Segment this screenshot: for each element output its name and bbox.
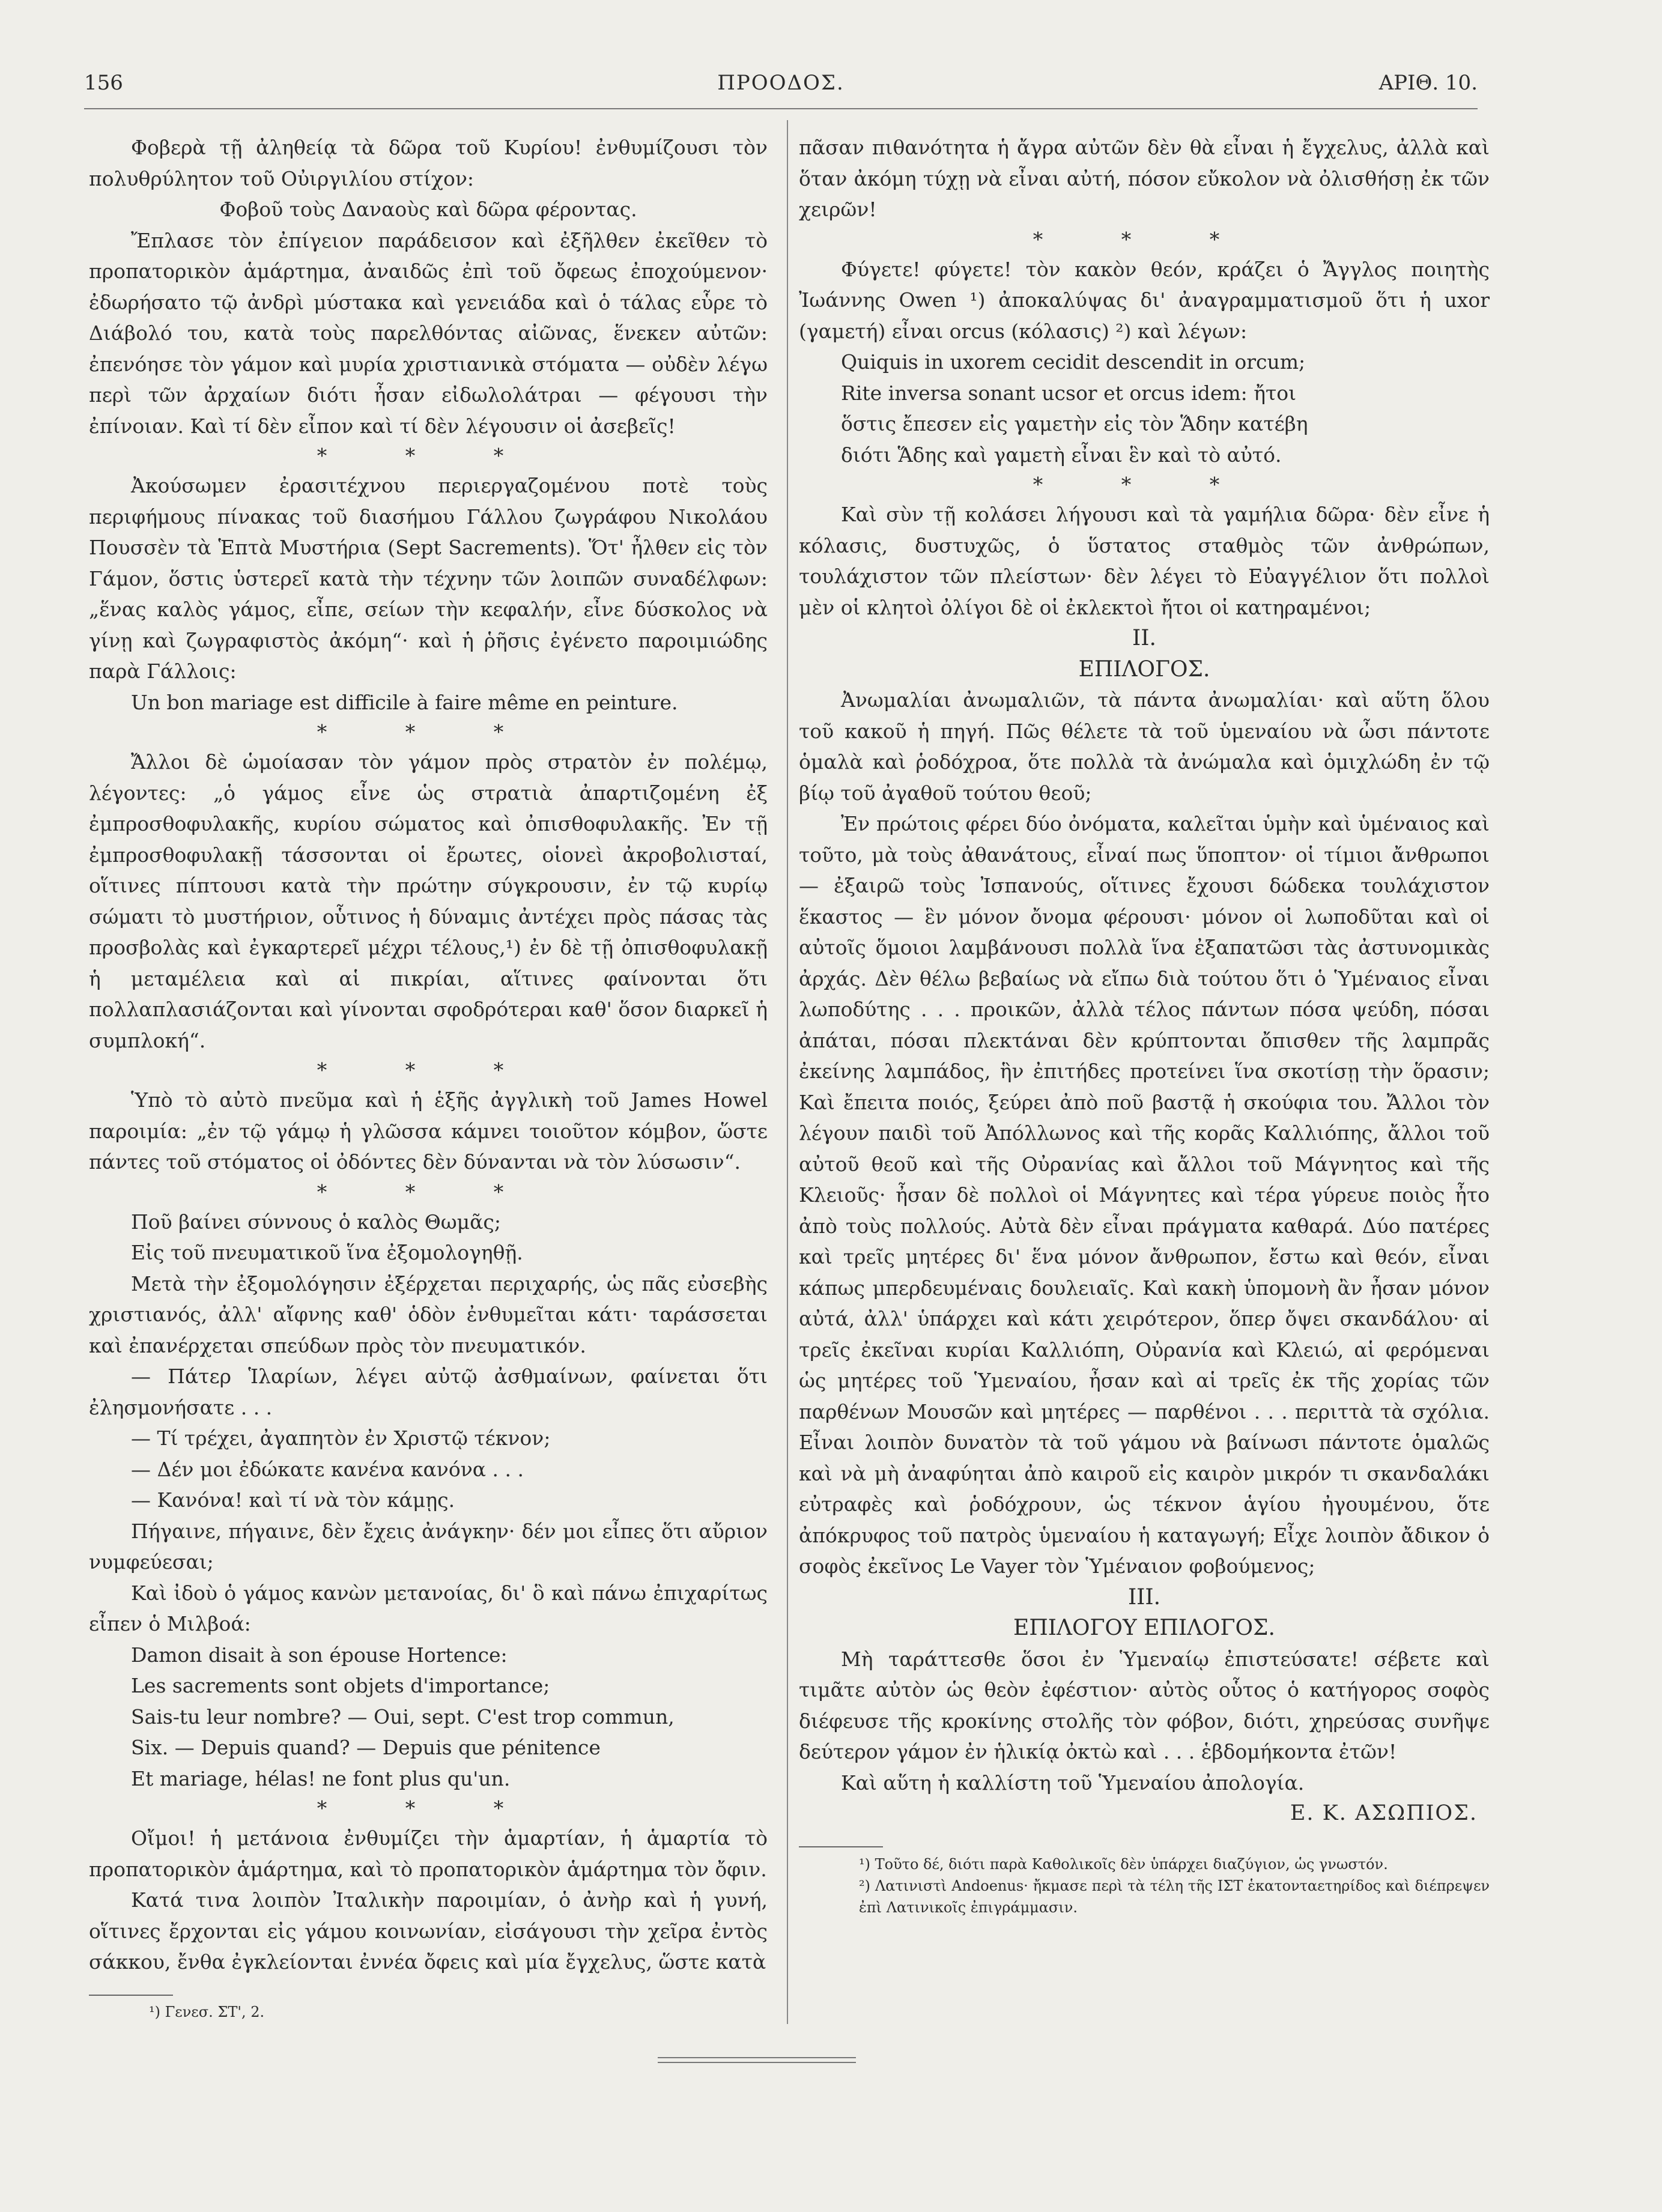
paragraph: Φύγετε! φύγετε! τὸν κακὸν θεόν, κράζει ὁ Ἄγγλος ποιητὴς Ἰωάννης Owen ¹) ἀποκαλύψας δι' ἀναγραμματισμοῦ ὅτι ἡ uxor (γαμετή) εἶναι orcus (κόλασις) ²) καὶ λέγων:	[799, 257, 1490, 343]
dialogue-line: — Τί τρέχει, ἀγαπητὸν ἐν Χριστῷ τέκνον;	[131, 1426, 551, 1450]
section-break-stars: * * *	[1033, 227, 1256, 251]
section-title: ΕΠΙΛΟΓΟΥ ΕΠΙΛΟΓΟΣ.	[1013, 1616, 1275, 1640]
section-number: III.	[1127, 1584, 1161, 1610]
left-column	[89, 132, 768, 2022]
french-verse: Six. — Depuis quand? — Depuis que pénitence	[131, 1736, 601, 1759]
paragraph: Μὴ ταράττεσθε ὅσοι ἐν Ὑμεναίῳ ἐπιστεύσατε! σέβετε καὶ τιμᾶτε αὐτὸν ὡς θεὸν ἐφέστιον· αὐτὸς οὗτος ὁ κατήγορος σοφὸς διέφευσε τῆς κροκίνης στολῆς τὸν φόβον, διότι, χηρεύσας συνῆψε δεύτερον γάμον ἐν ἡλικίᾳ ὀκτὼ καὶ . . . ἑβδομήκοντα ἐτῶν!	[799, 1647, 1490, 1763]
footnote-rule	[799, 1846, 883, 1847]
paragraph: Καὶ αὕτη ἡ καλλίστη τοῦ Ὑμεναίου ἀπολογία.	[841, 1771, 1305, 1795]
paragraph: Ἐν πρώτοις φέρει δύο ὀνόματα, καλεῖται ὑμὴν καὶ ὑμέναιος καὶ τοῦτο, μὰ τοὺς ἀθανάτους, εἶναί πως ὕποπτον· οἱ τίμιοι ἄνθρωποι — ἐξαιρῶ τοὺς Ἰσπανούς, οἵτινες ἔχουσι δώδεκα τουλάχιστον ἕκαστος — ἓν μόνον ὄνομα φέρουσι· μόνον οἱ λωποδῦται καὶ οἱ αὐτοῖς ὅμοιοι λαμβάνουσι πολλὰ ἵνα ἐξαπατῶσι τὰς ἀστυνομικὰς ἀρχάς. Δὲν θέλω βεβαίως νὰ εἴπω διὰ τούτου ὅτι ὁ Ὑμέναιος εἶναι λωποδύτης . . . προικῶν, ἀλλὰ τέλος πάντων πόσα ψεύδη, πόσαι ἀπάται, πόσαι πλεκτάναι δὲν κρύπτονται ὄπισθεν τῆς λαμπρᾶς ἐκείνης λαμπάδος, ἣν ἐπιτήδες προτείνει ἵνα σκοτίσῃ τὴν ὅρασιν; Καὶ ἔπειτα ποιός, ξεύρει ἀπὸ ποῦ βαστᾷ ἡ σκούφια του. Ἄλλοι τὸν λέγουν παιδὶ τοῦ Ἀπόλλωνος καὶ τῆς κορᾶς Καλλιόπης, ἄλλοι τοῦ αὐτοῦ θεοῦ καὶ τῆς Οὐρανίας καὶ ἄλλοι τοῦ Μάγνητος καὶ τῆς Κλειοῦς· ἦσαν δὲ πολλοὶ οἱ Μάγνητες καὶ τέρα γύρευε ποιὸς ἦτο ἀπὸ τοὺς πολλούς. Αὐτὰ δὲν εἶναι πράγματα καθαρά. Δύο πατέρες καὶ τρεῖς μητέρες δι' ἕνα μόνον ἄνθρωπον, ἔστω καὶ θεόν, εἶναι κάπως μπερδευμέναις δουλειαῖς. Καὶ κακὴ ὑπομονὴ ἂν ἦσαν μόνον αὐτά, ἀλλ' ὑπάρχει καὶ κάτι χειρότερον, ὅπερ ὄψει σκανδάλου· αἱ τρεῖς ἐκεῖναι κυρίαι Καλλιόπη, Οὐρανία καὶ Κλειώ, αἱ φερόμεναι ὡς μητέρες τοῦ Ὑμεναίου, ἦσαν καὶ αἱ τρεῖς ἐκ τῆς χορίας τῶν παρθένων Μουσῶν καὶ μητέρες — παρθένοι . . . περιττὰ τὰ σχόλια. Εἶναι λοιπὸν δυνατὸν τὰ τοῦ γάμου νὰ βαίνωσι πάντοτε ὁμαλῶς καὶ νὰ μὴ ἀναφύηται ἀπὸ καιροῦ εἰς καιρὸν μικρόν τι σκανδαλάκι εὐτραφὲς καὶ ῥοδόχρουν, ὡς τέκνον ἁγίου ἠγουμένου, ὅτε ἀπόκρυφος τοῦ πατρὸς ὑμεναίου ἡ καταγωγή; Εἶχε λοιπὸν ἄδικον ὁ σοφὸς ἐκεῖνος Le Vayer τὸν Ὑμέναιον φοβούμενος;	[799, 812, 1490, 1578]
journal-title: ΠΡΟΟΔΟΣ.	[717, 71, 845, 95]
section-number: II.	[1132, 626, 1156, 650]
section-break-stars: * * *	[317, 1058, 540, 1082]
paragraph: πᾶσαν πιθανότητα ἡ ἄγρα αὐτῶν δὲν θὰ εἶναι ἡ ἔγχελυς, ἀλλὰ καὶ ὅταν ἀκόμη τύχῃ νὰ εἶναι αὐτή, πόσον εὔκολον νὰ ὀλισθήσῃ ἐκ τῶν χειρῶν!	[799, 136, 1490, 221]
section-break-stars: * * *	[317, 720, 540, 744]
paragraph: Ἀκούσωμεν ἐρασιτέχνου περιεργαζομένου ποτὲ τοὺς περιφήμους πίνακας τοῦ διασήμου Γάλλου ζωγράφου Νικολάου Πουσσὲν τὰ Ἑπτὰ Μυστήρια (Sept Sacrements). Ὅτ' ἦλθεν εἰς τὸν Γάμον, ὅστις ὑστερεῖ κατὰ τὴν τέχνην τῶν λοιπῶν συναδέλφων: „ἕνας καλὸς γάμος, εἶπε, σείων τὴν κεφαλήν, εἶνε δύσκολος νὰ γίνῃ καὶ ζωγραφιστὸς ἀκόμη“· καὶ ἡ ῥῆσις ἐγένετο παροιμιώδης παρὰ Γάλλοις:	[89, 474, 768, 683]
section-break-stars: * * *	[317, 1180, 540, 1204]
footnote: ²) Λατινιστὶ Andoenus· ἤκμασε περὶ τὰ τέλη τῆς ΙΣΤ ἑκατονταετηρίδος καὶ διέπρεψεν ἐπὶ Λατινικοῖς ἐπιγράμμασιν.	[859, 1877, 1490, 1916]
author-signature: Ε. Κ. ΑΣΩΠΙΟΣ.	[1290, 1801, 1478, 1825]
paragraph: Κατά τινα λοιπὸν Ἰταλικὴν παροιμίαν, ὁ ἀνὴρ καὶ ἡ γυνή, οἵτινες ἔρχονται εἰς γάμου κοινωνίαν, εἰσάγουσι τὴν χεῖρα ἐντὸς σάκκου, ἔνθα ἐγκλείονται ἐννέα ὄφεις καὶ μία ἔγχελυς, ὥστε κατὰ	[89, 1888, 768, 1974]
footnote-rule	[89, 1995, 173, 1996]
paragraph: Ποῦ βαίνει σύννους ὁ καλὸς Θωμᾶς;	[131, 1210, 502, 1234]
right-column	[799, 132, 1490, 1918]
paragraph: Ἀνωμαλίαι ἀνωμαλιῶν, τὰ πάντα ἀνωμαλίαι· καὶ αὕτη ὅλου τοῦ κακοῦ ἡ πηγή. Πῶς θέλετε τὰ τοῦ ὑμεναίου νὰ ὦσι πάντοτε ὁμαλὰ καὶ ῥοδόχροα, ὅτε πολλὰ τὰ ἀνώμαλα καὶ ὁμιχλώδη ἐν τῷ βίῳ τοῦ ἀγαθοῦ τούτου θεοῦ;	[799, 688, 1490, 805]
paragraph: Καὶ ἰδοὺ ὁ γάμος κανὼν μετανοίας, δι' ὃ καὶ πάνω ἐπιχαρίτως εἶπεν ὁ Μιλβοά:	[89, 1581, 768, 1635]
section-break-stars: * * *	[317, 444, 540, 467]
paragraph: Πήγαινε, πήγαινε, δὲν ἔχεις ἀνάγκην· δέν μοι εἶπες ὅτι αὔριον νυμφεύεσαι;	[89, 1519, 768, 1574]
verse-translation: διότι Ἅδης καὶ γαμετὴ εἶναι ἓν καὶ τὸ αὐτό.	[841, 443, 1282, 467]
french-verse: Et mariage, hélas! ne font plus qu'un.	[131, 1766, 511, 1790]
french-verse: Sais-tu leur nombre? — Oui, sept. C'est trop commun,	[131, 1704, 675, 1729]
footnote: ¹) Γενεσ. ΣΤ', 2.	[149, 2003, 265, 2020]
section-title: ΕΠΙΛΟΓΟΣ.	[1078, 656, 1210, 682]
page-header	[84, 71, 1478, 107]
paragraph: Φοβερὰ τῇ ἀληθείᾳ τὰ δῶρα τοῦ Κυρίου! ἐνθυμίζουσι τὸν πολυθρύλητον τοῦ Οὐιργιλίου στίχον:	[89, 136, 768, 190]
bottom-ornament-rule	[658, 2057, 856, 2063]
dialogue-line: — Κανόνα! καὶ τί νὰ τὸν κάμῃς.	[131, 1488, 455, 1512]
french-verse: Les sacrements sont objets d'importance;	[131, 1674, 550, 1697]
french-verse: Damon disait à son épouse Hortence:	[131, 1643, 508, 1667]
french-proverb: Un bon mariage est difficile à faire même en peinture.	[131, 690, 678, 714]
footnote: ¹) Τοῦτο δέ, διότι παρὰ Καθολικοῖς δὲν ὑπάρχει διαζύγιον, ὡς γνωστόν.	[859, 1855, 1388, 1873]
latin-verse: Quiquis in uxorem cecidit descendit in orcum;	[841, 350, 1306, 374]
paragraph: Μετὰ τὴν ἐξομολόγησιν ἐξέρχεται περιχαρής, ὡς πᾶς εὐσεβὴς χριστιανός, ἀλλ' αἴφνης καθ' ὁδὸν ἐνθυμεῖται κάτι· ταράσσεται καὶ ἐπανέρχεται σπεύδων πρὸς τὸν πνευματικόν.	[89, 1271, 768, 1357]
column-divider	[787, 120, 788, 2024]
verse-line: Φοβοῦ τοὺς Δαναοὺς καὶ δῶρα φέροντας.	[219, 198, 637, 221]
paragraph: Καὶ σὺν τῇ κολάσει λήγουσι καὶ τὰ γαμήλια δῶρα· δὲν εἶνε ἡ κόλασις, δυστυχῶς, ὁ ὕστατος σταθμὸς τῶν ἀνθρώπων, τουλάχιστον τῶν πλείστων· δὲν λέγει τὸ Εὐαγγέλιον ὅτι πολλοὶ μὲν οἱ κλητοὶ ὀλίγοι δὲ οἱ ἐκλεκτοὶ ἤτοι οἱ κατηραμένοι;	[799, 503, 1490, 619]
section-break-stars: * * *	[1033, 473, 1256, 496]
dialogue-line: — Δέν μοι ἐδώκατε κανένα κανόνα . . .	[131, 1457, 524, 1481]
paragraph: Ὑπὸ τὸ αὐτὸ πνεῦμα καὶ ἡ ἑξῆς ἀγγλικὴ τοῦ James Howel παροιμία: „ἐν τῷ γάμῳ ἡ γλῶσσα κάμνει τοιοῦτον κόμβον, ὥστε πάντες τοῦ στόματος οἱ ὀδόντες δὲν δύνανται νὰ τὸν λύσωσιν“.	[89, 1088, 768, 1174]
paragraph: Ἔπλασε τὸν ἐπίγειον παράδεισον καὶ ἐξῆλθεν ἐκεῖθεν τὸ προπατορικὸν ἁμάρτημα, ἀναιδῶς ἐπὶ τοῦ ὄφεως ἐποχούμενον· ἐδωρήσατο τῷ ἀνδρὶ μύστακα καὶ γενειάδα καὶ ὁ τάλας εὗρε τὸ Διάβολό του, κατὰ τοὺς παρελθόντας αἰῶνας, ἕνεκεν αὐτῶν: ἐπενόησε τὸν γάμον καὶ μυρία χριστιανικὰ στόματα — οὐδὲν λέγω περὶ τῶν ἀρχαίων διότι ἦσαν εἰδωλολάτραι — φέγουσι τὴν ἐπίνοιαν. Καὶ τί δὲν εἶπον καὶ τί δὲν λέγουσιν οἱ ἀσεβεῖς!	[89, 228, 768, 438]
latin-verse: Rite inversa sonant ucsor et orcus idem: ἤτοι	[841, 381, 1297, 405]
paragraph: Ἄλλοι δὲ ὡμοίασαν τὸν γάμον πρὸς στρατὸν ἐν πολέμῳ, λέγοντες: „ὁ γάμος εἶνε ὡς στρατιὰ ἀπαρτιζομένη ἐξ ἐμπροσθοφυλακῆς, κυρίου σώματος καὶ ὀπισθοφυλακῆς. Ἐν τῇ ἐμπροσθοφυλακῇ τάσσονται οἱ ἔρωτες, οἱονεὶ ἀκροβολισταί, οἵτινες πίπτουσι κατὰ τὴν πρώτην σύγκρουσιν, ἐν τῷ κυρίῳ σώματι τὸ μυστήριον, οὗτινος ἡ δύναμις ἀντέχει πρὸς πάσας τὰς προσβολὰς καὶ ἐγκαρτερεῖ μέχρι τέλους,¹) ἐν δὲ τῇ ὀπισθοφυλακῇ ἡ μεταμέλεια καὶ αἱ πικρίαι, αἵτινες φαίνονται ὅτι πολλαπλασιάζονται καὶ γίνονται σφοδρότεραι καθ' ὅσον διαρκεῖ ἡ συμπλοκή“.	[89, 750, 768, 1052]
section-break-stars: * * *	[317, 1796, 540, 1820]
verse-translation: ὅστις ἔπεσεν εἰς γαμετὴν εἰς τὸν Ἅδην κατέβη	[841, 412, 1308, 435]
paragraph: Εἰς τοῦ πνευματικοῦ ἵνα ἐξομολογηθῇ.	[131, 1241, 523, 1264]
header-rule	[84, 108, 1478, 109]
issue-number: ΑΡΙΘ. 10.	[1378, 71, 1478, 95]
paragraph: Οἴμοι! ἡ μετάνοια ἐνθυμίζει τὴν ἁμαρτίαν, ἡ ἁμαρτία τὸ προπατορικὸν ἁμάρτημα, καὶ τὸ προπατορικὸν ἁμάρτημα τὸν ὄφιν.	[89, 1826, 768, 1881]
dialogue-line: — Πάτερ Ἱλαρίων, λέγει αὐτῷ ἀσθμαίνων, φαίνεται ὅτι ἐλησμονήσατε . . .	[89, 1365, 768, 1419]
page-number: 156	[84, 71, 123, 95]
